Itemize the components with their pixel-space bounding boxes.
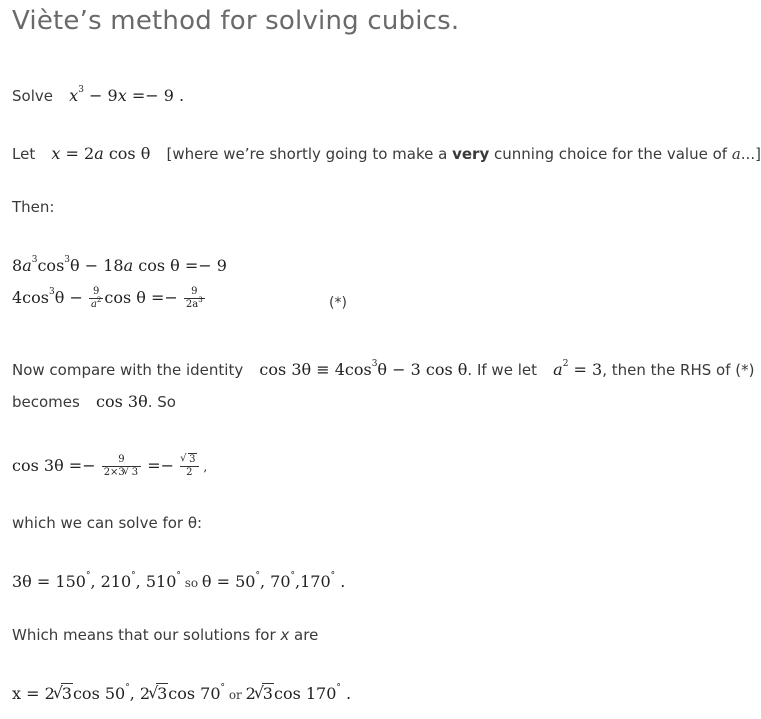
- page-title: Viète’s method for solving cubics.: [12, 6, 460, 36]
- solve-for-theta-text: which we can solve for θ:: [12, 514, 203, 532]
- fraction-9-over-2a3: $\frac{9}{2a^3}$: [185, 286, 203, 310]
- equation-tag: (*): [329, 295, 347, 311]
- identity: $\cos 3\theta \equiv 4\cos^3\theta - 3$ cos θ: [259, 359, 468, 379]
- equation-2: $4\cos^3\theta$ − $\frac{9}{a^2}$ cos θ =− $\frac{9}{2a^3}$: [12, 286, 203, 310]
- equation-3: cos 3θ =− $\frac{9}{2\times 3√ 3}$ =− √ $\frac{3}{2}$ ,: [12, 454, 207, 479]
- let-note: [where we’re shortly going to make a very cunning choice for the value of a...]: [166, 145, 761, 163]
- equation-4: 3θ = 150°, 210°, 510° so θ = 50°, 70°,170° .: [12, 571, 346, 591]
- fraction-9-over-a2: $\frac{9}{a^2}$: [90, 286, 102, 310]
- let-equation: x = 2a cos θ: [51, 144, 151, 163]
- solve-label: Solve: [12, 87, 53, 105]
- let-line: [12, 144, 761, 163]
- fraction-9-over-2x3root3: $\frac{9}{2\times 3√ 3}$: [102, 454, 141, 479]
- solve-line: [12, 86, 184, 105]
- a-squared: $a^2 = 3$: [553, 359, 603, 379]
- solutions-text: Which means that our solutions for x are: [12, 626, 319, 644]
- fraction-root3-over-2: √ $\frac{3}{2}$: [180, 454, 198, 479]
- equation-1: $8a^3\cos^3\theta - 18a$ cos θ =− 9: [12, 255, 227, 275]
- equation-5: x = 2√ 3cos 50°, 2√ 3cos 70° or 2√ 3cos 170° .: [12, 684, 351, 703]
- solve-equation: $x^3 - 9x =- 9$ .: [69, 85, 185, 105]
- becomes-line: becomes cos 3θ. So: [12, 392, 176, 411]
- then-text: Then:: [12, 198, 55, 216]
- compare-line: Now compare with the identity $\cos 3\theta \equiv 4\cos^3\theta - 3$ cos θ. If we let $a^2 = 3$, then the RHS of (*): [12, 359, 755, 379]
- let-label: Let: [12, 145, 36, 163]
